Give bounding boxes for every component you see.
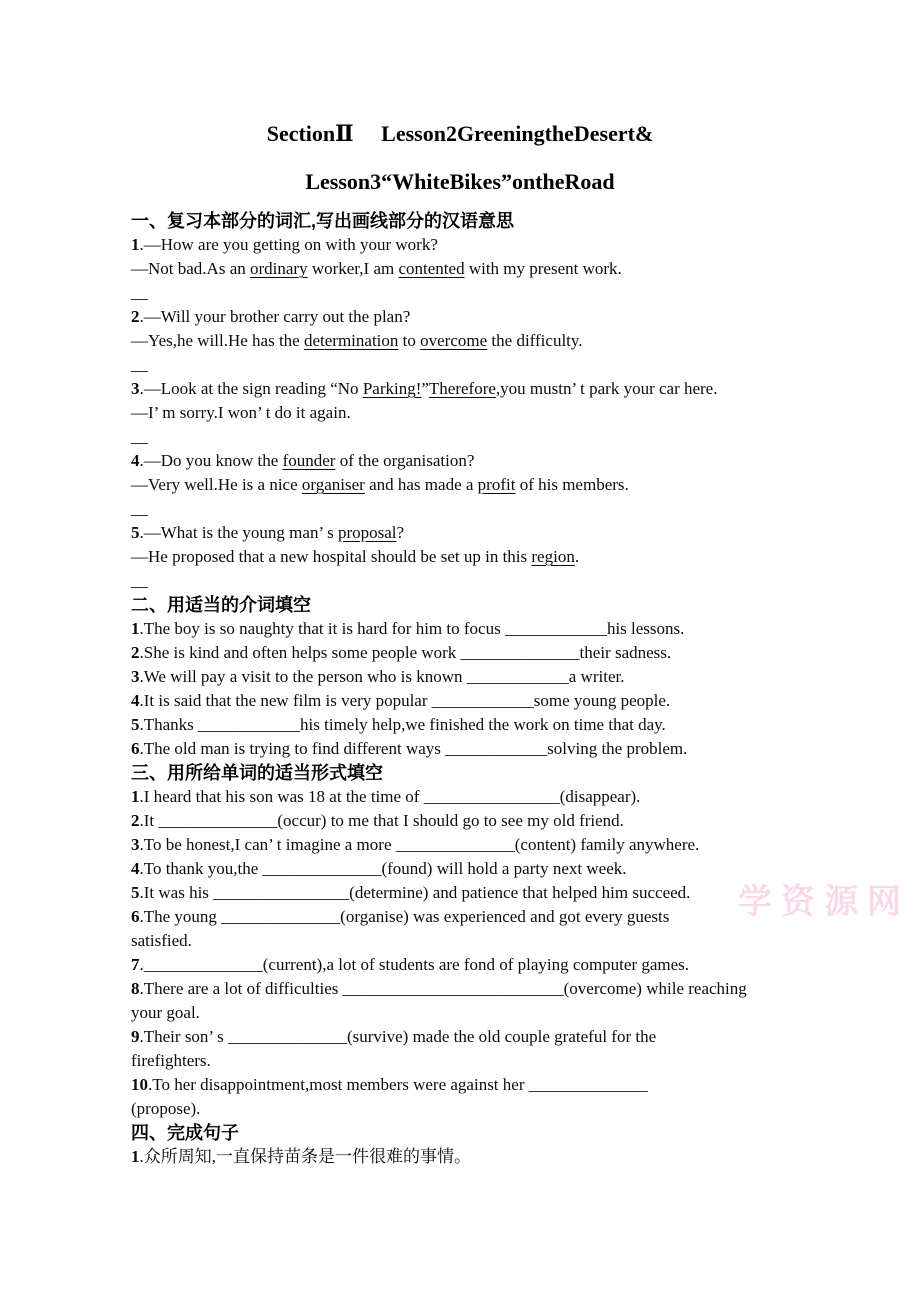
item-number: 6 [131, 739, 140, 758]
section-4-lines [131, 1145, 791, 1169]
item-number: 2 [131, 307, 140, 326]
text-segment: your goal. [131, 1003, 200, 1022]
text-segment: __ [131, 355, 148, 374]
text-segment: .—Look at the sign reading “No [139, 379, 363, 398]
text-segment: .The old man is trying to find different ways ____________solving the problem. [139, 739, 688, 758]
text-line [131, 473, 791, 497]
text-segment: .______________(current),a lot of students are fond of playing computer games. [139, 955, 690, 974]
text-segment: .I heard that his son was 18 at the time of ________________(disappear). [139, 787, 641, 806]
text-segment: .The boy is so naughty that it is hard for him to focus ____________his lessons. [139, 619, 685, 638]
item-number: 5 [131, 523, 140, 542]
text-line [131, 905, 791, 929]
item-number: 1 [131, 787, 140, 806]
text-line [131, 569, 791, 593]
text-segment: —I’ m sorry.I won’ t do it again. [131, 403, 351, 422]
page-title-line2: Lesson3“WhiteBikes”ontheRoad [305, 169, 615, 194]
text-segment: . [574, 547, 580, 566]
item-number: 9 [131, 1027, 140, 1046]
underlined-word: ordinary [249, 259, 308, 278]
text-line [131, 281, 791, 305]
text-segment: .众所周知,一直保持苗条是一件很难的事情。 [139, 1147, 471, 1166]
text-line [131, 641, 791, 665]
item-number: 2 [131, 643, 140, 662]
text-line [131, 425, 791, 449]
underlined-word: Therefore [428, 379, 496, 398]
section-1-lines [131, 233, 791, 593]
text-segment: satisfied. [131, 931, 192, 950]
item-number: 3 [131, 379, 140, 398]
text-line [131, 1025, 791, 1049]
text-segment: __ [131, 283, 148, 302]
section-3-lines [131, 785, 791, 1121]
item-number: 7 [131, 955, 140, 974]
section-3-heading: 三、用所给单词的适当形式填空 [131, 763, 383, 783]
text-segment: of his members. [515, 475, 629, 494]
text-segment: ” [421, 379, 429, 398]
item-number: 4 [131, 451, 140, 470]
underlined-word: region [531, 547, 575, 566]
text-line [131, 401, 791, 425]
item-number: 3 [131, 667, 140, 686]
text-line [131, 953, 791, 977]
item-number: 1 [131, 619, 140, 638]
underlined-word: profit [477, 475, 516, 494]
underlined-word: founder [282, 451, 336, 470]
item-number: 8 [131, 979, 140, 998]
text-line [131, 785, 791, 809]
text-line [131, 233, 791, 257]
item-number: 10 [131, 1075, 148, 1094]
text-line [131, 857, 791, 881]
text-segment: and has made a [364, 475, 478, 494]
text-segment: worker,I am [307, 259, 399, 278]
page-title-line1: SectionⅡ Lesson2GreeningtheDesert& [266, 121, 654, 146]
watermark: 学资源网 [738, 882, 910, 922]
item-number: 4 [131, 859, 140, 878]
text-segment: ? [396, 523, 405, 542]
text-segment: .There are a lot of difficulties __________________________(overcome) while reaching [139, 979, 747, 998]
text-segment: .To be honest,I can’ t imagine a more ______________(content) family anywhere. [139, 835, 700, 854]
text-segment: to [398, 331, 421, 350]
text-line [131, 713, 791, 737]
text-segment: with my present work. [464, 259, 622, 278]
text-segment: .She is kind and often helps some people work ______________their sadness. [139, 643, 672, 662]
underlined-word: overcome [420, 331, 488, 350]
text-line [131, 497, 791, 521]
text-line [131, 257, 791, 281]
underlined-word: contented [398, 259, 465, 278]
text-line [131, 329, 791, 353]
text-segment: .—What is the young man’ s [139, 523, 338, 542]
text-line [131, 617, 791, 641]
text-line [131, 1001, 791, 1025]
text-segment: .—Will your brother carry out the plan? [139, 307, 411, 326]
text-line [131, 665, 791, 689]
text-segment: ,you mustn’ t park your car here. [495, 379, 718, 398]
item-number: 6 [131, 907, 140, 926]
text-line [131, 1097, 791, 1121]
text-line [131, 545, 791, 569]
text-line [131, 449, 791, 473]
underlined-word: Parking! [362, 379, 422, 398]
text-segment: __ [131, 427, 148, 446]
text-line [131, 737, 791, 761]
text-line [131, 833, 791, 857]
text-segment: .Their son’ s ______________(survive) made the old couple grateful for the [139, 1027, 657, 1046]
text-segment: —He proposed that a new hospital should be set up in this [131, 547, 532, 566]
item-number: 1 [131, 1147, 140, 1166]
item-number: 4 [131, 691, 140, 710]
text-segment: .We will pay a visit to the person who is known ____________a writer. [139, 667, 625, 686]
text-segment: .It was his ________________(determine) and patience that helped him succeed. [139, 883, 691, 902]
text-segment: the difficulty. [487, 331, 583, 350]
item-number: 3 [131, 835, 140, 854]
item-number: 1 [131, 235, 140, 254]
underlined-word: proposal [337, 523, 397, 542]
item-number: 5 [131, 715, 140, 734]
item-number: 5 [131, 883, 140, 902]
text-line [131, 353, 791, 377]
text-line [131, 881, 791, 905]
text-segment: __ [131, 571, 148, 590]
text-line [131, 977, 791, 1001]
text-line [131, 689, 791, 713]
text-line [131, 377, 791, 401]
text-segment: .—Do you know the [139, 451, 283, 470]
text-segment: (propose). [131, 1099, 201, 1118]
text-line [131, 929, 791, 953]
text-line [131, 1049, 791, 1073]
text-segment: .—How are you getting on with your work? [139, 235, 438, 254]
item-number: 2 [131, 811, 140, 830]
section-2-heading: 二、用适当的介词填空 [131, 595, 311, 615]
underlined-word: determination [303, 331, 399, 350]
text-segment: .The young ______________(organise) was experienced and got every guests [139, 907, 670, 926]
underlined-word: organiser [301, 475, 365, 494]
text-segment: .It is said that the new film is very popular ____________some young people. [139, 691, 671, 710]
document-body [131, 209, 791, 1169]
text-segment: .It ______________(occur) to me that I should go to see my old friend. [139, 811, 624, 830]
section-1-heading: 一、复习本部分的词汇,写出画线部分的汉语意思 [131, 211, 514, 231]
text-segment: .To thank you,the ______________(found) will hold a party next week. [139, 859, 627, 878]
text-line [131, 1073, 791, 1097]
text-line [131, 521, 791, 545]
text-line [131, 305, 791, 329]
section-4-heading: 四、完成句子 [131, 1123, 239, 1143]
text-segment: .To her disappointment,most members were against her ______________ [148, 1075, 648, 1094]
text-line [131, 809, 791, 833]
text-segment: —Yes,he will.He has the [131, 331, 304, 350]
text-line [131, 1145, 791, 1169]
text-segment: —Not bad.As an [131, 259, 250, 278]
text-segment: —Very well.He is a nice [131, 475, 302, 494]
text-segment: of the organisation? [335, 451, 475, 470]
text-segment: .Thanks ____________his timely help,we finished the work on time that day. [139, 715, 666, 734]
text-segment: __ [131, 499, 148, 518]
text-segment: firefighters. [131, 1051, 211, 1070]
section-2-lines [131, 617, 791, 761]
